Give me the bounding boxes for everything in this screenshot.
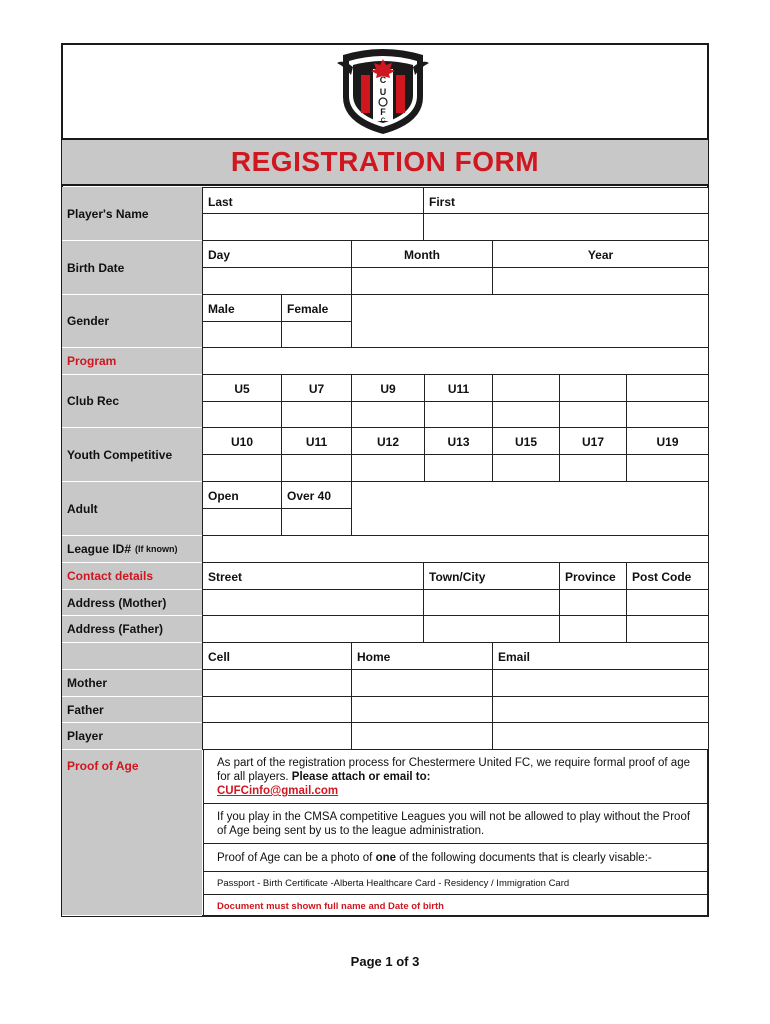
- club-rec-u9-checkbox[interactable]: [351, 401, 425, 428]
- youth-u17-checkbox[interactable]: [559, 454, 627, 482]
- club-rec-blank-5: [559, 401, 627, 428]
- adult-open-header: Open: [202, 481, 282, 509]
- club-rec-u7-checkbox[interactable]: [281, 401, 352, 428]
- youth-u11-checkbox[interactable]: [281, 454, 352, 482]
- youth-u12-checkbox[interactable]: [351, 454, 425, 482]
- youth-u11-header: U11: [281, 427, 352, 455]
- league-id-input[interactable]: [202, 535, 709, 563]
- father-postcode-input[interactable]: [626, 615, 709, 643]
- proof-requirement-text: Document must shown full name and Date of birth: [217, 901, 444, 912]
- mother-town-input[interactable]: [423, 589, 560, 616]
- home-header: Home: [351, 642, 493, 670]
- female-header: Female: [281, 294, 352, 322]
- youth-u13-header: U13: [424, 427, 493, 455]
- proof-of-age-label: Proof of Age: [62, 750, 202, 916]
- post-code-header: Post Code: [626, 562, 709, 590]
- first-name-input[interactable]: [423, 213, 709, 241]
- email-header: Email: [492, 642, 709, 670]
- svg-text:F: F: [380, 107, 386, 117]
- player-label: Player: [62, 723, 202, 750]
- players-name-label: Player's Name: [62, 187, 202, 241]
- youth-u15-checkbox[interactable]: [492, 454, 560, 482]
- youth-u10-checkbox[interactable]: [202, 454, 282, 482]
- father-home-input[interactable]: [351, 696, 493, 723]
- birth-date-label: Birth Date: [62, 241, 202, 295]
- month-header: Month: [351, 240, 493, 268]
- program-label: Program: [62, 348, 202, 375]
- day-header: Day: [202, 240, 352, 268]
- gender-blank: [351, 294, 709, 348]
- league-id-text: League ID#: [67, 542, 132, 556]
- adult-over40-header: Over 40: [281, 481, 352, 509]
- male-header: Male: [202, 294, 282, 322]
- father-label: Father: [62, 697, 202, 723]
- male-checkbox[interactable]: [202, 321, 282, 348]
- first-name-header: First: [423, 187, 709, 214]
- mother-email-input[interactable]: [492, 669, 709, 697]
- cell-header: Cell: [202, 642, 352, 670]
- proof-paragraph-3: [203, 843, 708, 872]
- adult-blank: [351, 481, 709, 536]
- father-street-input[interactable]: [202, 615, 424, 643]
- player-home-input[interactable]: [351, 722, 493, 750]
- proof-text-3c: of the following documents that is clearly visable:-: [399, 852, 652, 864]
- club-rec-u5-checkbox[interactable]: [202, 401, 282, 428]
- svg-text:U: U: [379, 87, 387, 97]
- youth-u12-header: U12: [351, 427, 425, 455]
- town-city-header: Town/City: [423, 562, 560, 590]
- club-rec-u5-header: U5: [202, 374, 282, 402]
- mother-street-input[interactable]: [202, 589, 424, 616]
- father-town-input[interactable]: [423, 615, 560, 643]
- club-rec-blank-6: [626, 401, 709, 428]
- club-rec-u11-checkbox[interactable]: [424, 401, 493, 428]
- form-title-bar: [62, 138, 708, 186]
- street-header: Street: [202, 562, 424, 590]
- proof-text-3a: Proof of Age can be a photo of: [217, 852, 373, 864]
- father-cell-input[interactable]: [202, 696, 352, 723]
- club-rec-label: Club Rec: [62, 375, 202, 428]
- proof-paragraph-1: [203, 749, 708, 804]
- youth-u17-header: U17: [559, 427, 627, 455]
- club-rec-blank-2: [559, 374, 627, 402]
- youth-u19-header: U19: [626, 427, 709, 455]
- last-name-header: Last: [202, 187, 424, 214]
- youth-u19-checkbox[interactable]: [626, 454, 709, 482]
- proof-text-3b: one: [375, 852, 397, 864]
- proof-attach-text: Please attach or email to:: [291, 771, 431, 783]
- phone-header-spacer: [62, 643, 202, 670]
- proof-requirement: [203, 894, 708, 917]
- page-number: Page 1 of 3: [350, 954, 420, 969]
- league-id-label: [62, 536, 202, 563]
- mother-province-input[interactable]: [559, 589, 627, 616]
- club-rec-blank-1: [492, 374, 560, 402]
- adult-label: Adult: [62, 482, 202, 536]
- youth-competitive-label: Youth Competitive: [62, 428, 202, 482]
- svg-text:C: C: [380, 118, 386, 124]
- gender-label: Gender: [62, 295, 202, 348]
- mother-cell-input[interactable]: [202, 669, 352, 697]
- father-province-input[interactable]: [559, 615, 627, 643]
- proof-documents-list: [203, 871, 708, 895]
- form-title: REGISTRATION FORM: [230, 146, 540, 177]
- club-rec-blank-3: [626, 374, 709, 402]
- month-input[interactable]: [351, 267, 493, 295]
- adult-open-checkbox[interactable]: [202, 508, 282, 536]
- contact-details-label: Contact details: [62, 563, 202, 590]
- father-email-input[interactable]: [492, 696, 709, 723]
- svg-text:C: C: [379, 75, 387, 85]
- youth-u10-header: U10: [202, 427, 282, 455]
- last-name-input[interactable]: [202, 213, 424, 241]
- proof-documents-text: Passport - Birth Certificate -Alberta Healthcare Card - Residency / Immigration Card: [217, 878, 570, 889]
- female-checkbox[interactable]: [281, 321, 352, 348]
- proof-text-2: If you play in the CMSA competitive Leagues you will not be allowed to play without the Proof of Age being sent by us to the league administration.: [217, 811, 691, 837]
- youth-u13-checkbox[interactable]: [424, 454, 493, 482]
- mother-label: Mother: [62, 670, 202, 697]
- year-input[interactable]: [492, 267, 709, 295]
- mother-postcode-input[interactable]: [626, 589, 709, 616]
- youth-u15-header: U15: [492, 427, 560, 455]
- club-rec-blank-4: [492, 401, 560, 428]
- program-input[interactable]: [202, 347, 709, 375]
- address-mother-label: Address (Mother): [62, 590, 202, 616]
- proof-text-1: As part of the registration process for Chestermere United FC, we require formal proof of age for all players.: [217, 757, 690, 783]
- club-crest-logo: [333, 45, 433, 135]
- proof-paragraph-2: [203, 803, 708, 844]
- club-rec-u11-header: U11: [424, 374, 493, 402]
- player-cell-input[interactable]: [202, 722, 352, 750]
- club-rec-u9-header: U9: [351, 374, 425, 402]
- player-email-input[interactable]: [492, 722, 709, 750]
- club-rec-u7-header: U7: [281, 374, 352, 402]
- day-input[interactable]: [202, 267, 352, 295]
- year-header: Year: [492, 240, 709, 268]
- adult-over40-checkbox[interactable]: [281, 508, 352, 536]
- province-header: Province: [559, 562, 627, 590]
- league-id-note: (If known): [135, 544, 178, 554]
- mother-home-input[interactable]: [351, 669, 493, 697]
- address-father-label: Address (Father): [62, 616, 202, 643]
- contact-email-link[interactable]: CUFCinfo@gmail.com: [217, 785, 339, 797]
